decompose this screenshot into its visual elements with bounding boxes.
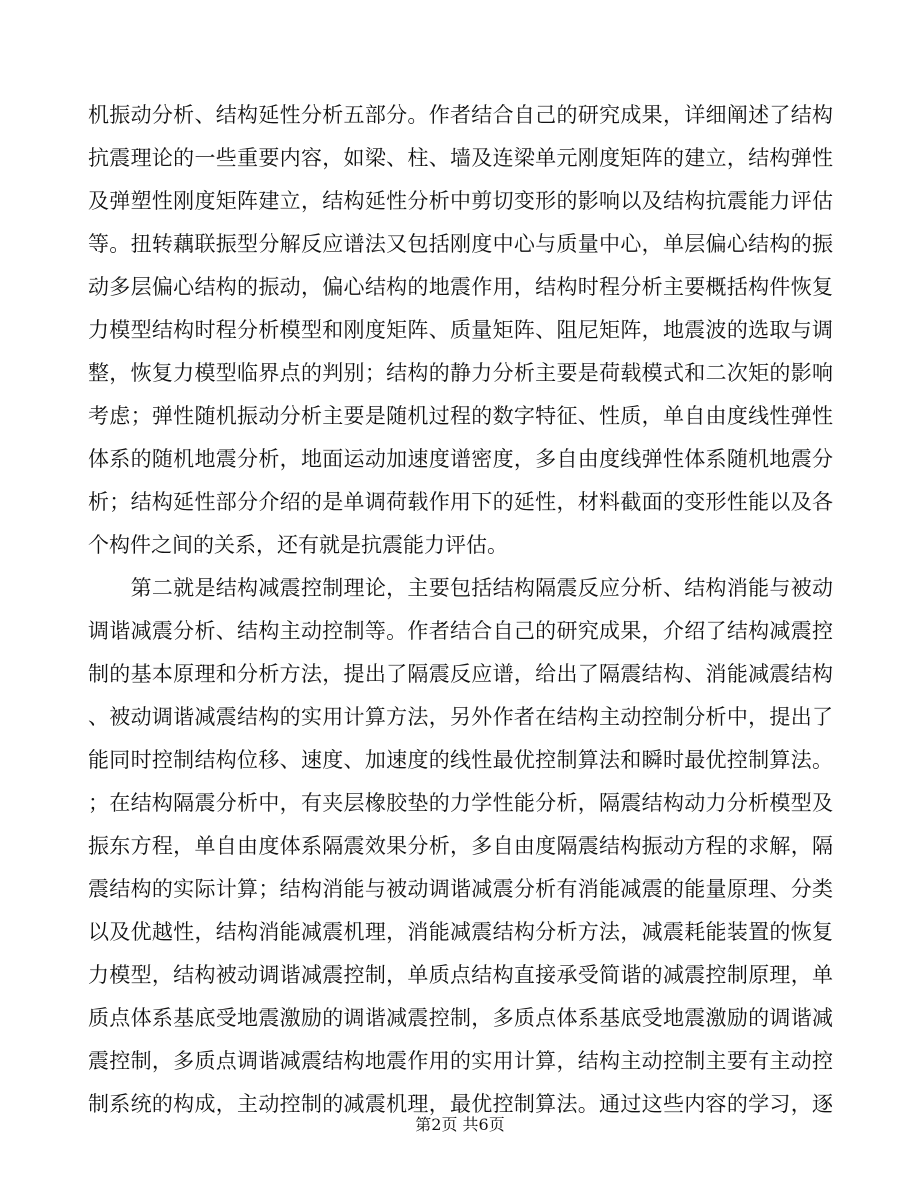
text-line: 、被动调谐减震结构的实用计算方法，另外作者在结构主动控制分析中，提出了: [88, 705, 833, 729]
text-line: 调谐减震分析、结构主动控制等。作者结合自己的研究成果，介绍了结构减震控: [88, 619, 833, 643]
text-line: 等。扭转藕联振型分解反应谱法又包括刚度中心与质量中心，单层偏心结构的振: [88, 232, 833, 256]
text-line: 析；结构延性部分介绍的是单调荷载作用下的延性，材料截面的变形性能以及各: [88, 490, 833, 514]
text-line: 震控制，多质点调谐减震结构地震作用的实用计算，结构主动控制主要有主动控: [88, 1049, 833, 1073]
text-line: 体系的随机地震分析，地面运动加速度谱密度，多自由度线弹性体系随机地震分: [88, 447, 833, 471]
text-line: 抗震理论的一些重要内容，如梁、柱、墙及连梁单元刚度矩阵的建立，结构弹性: [88, 146, 833, 170]
text-line: 制系统的构成，主动控制的减震机理，最优控制算法。通过这些内容的学习，逐: [88, 1092, 833, 1116]
text-line: ；在结构隔震分析中，有夹层橡胶垫的力学性能分析，隔震结构动力分析模型及: [88, 791, 833, 815]
text-line: 力模型，结构被动调谐减震控制，单质点结构直接承受简谐的减震控制原理，单: [88, 963, 833, 987]
text-line: 质点体系基底受地震激励的调谐减震控制，多质点体系基底受地震激励的调谐减: [88, 1006, 833, 1030]
text-line: 能同时控制结构位移、速度、加速度的线性最优控制算法和瞬时最优控制算法。: [88, 748, 833, 772]
text-line: 制的基本原理和分析方法，提出了隔震反应谱，给出了隔震结构、消能减震结构: [88, 662, 833, 686]
text-line: 考虑；弹性随机振动分析主要是随机过程的数字特征、性质，单自由度线性弹性: [88, 404, 833, 428]
text-line: 机振动分析、结构延性分析五部分。作者结合自己的研究成果，详细阐述了结构: [88, 103, 833, 127]
text-line: 振东方程，单自由度体系隔震效果分析，多自由度隔震结构振动方程的求解，隔: [88, 834, 833, 858]
text-line: 以及优越性，结构消能减震机理，消能减震结构分析方法，减震耗能装置的恢复: [88, 920, 833, 944]
text-line: 整，恢复力模型临界点的判别；结构的静力分析主要是荷载模式和二次矩的影响: [88, 361, 833, 385]
text-line: 震结构的实际计算；结构消能与被动调谐减震分析有消能减震的能量原理、分类: [88, 877, 833, 901]
text-line: 力模型结构时程分析模型和刚度矩阵、质量矩阵、阻尼矩阵，地震波的选取与调: [88, 318, 833, 342]
page-number-footer: 第2页 共6页: [415, 1115, 505, 1134]
text-line: 动多层偏心结构的振动，偏心结构的地震作用，结构时程分析主要概括构件恢复: [88, 275, 833, 299]
text-line: 第二就是结构减震控制理论，主要包括结构隔震反应分析、结构消能与被动: [88, 576, 833, 600]
text-line: 个构件之间的关系，还有就是抗震能力评估。: [88, 533, 508, 557]
text-line: 及弹塑性刚度矩阵建立，结构延性分析中剪切变形的影响以及结构抗震能力评估: [88, 189, 833, 213]
